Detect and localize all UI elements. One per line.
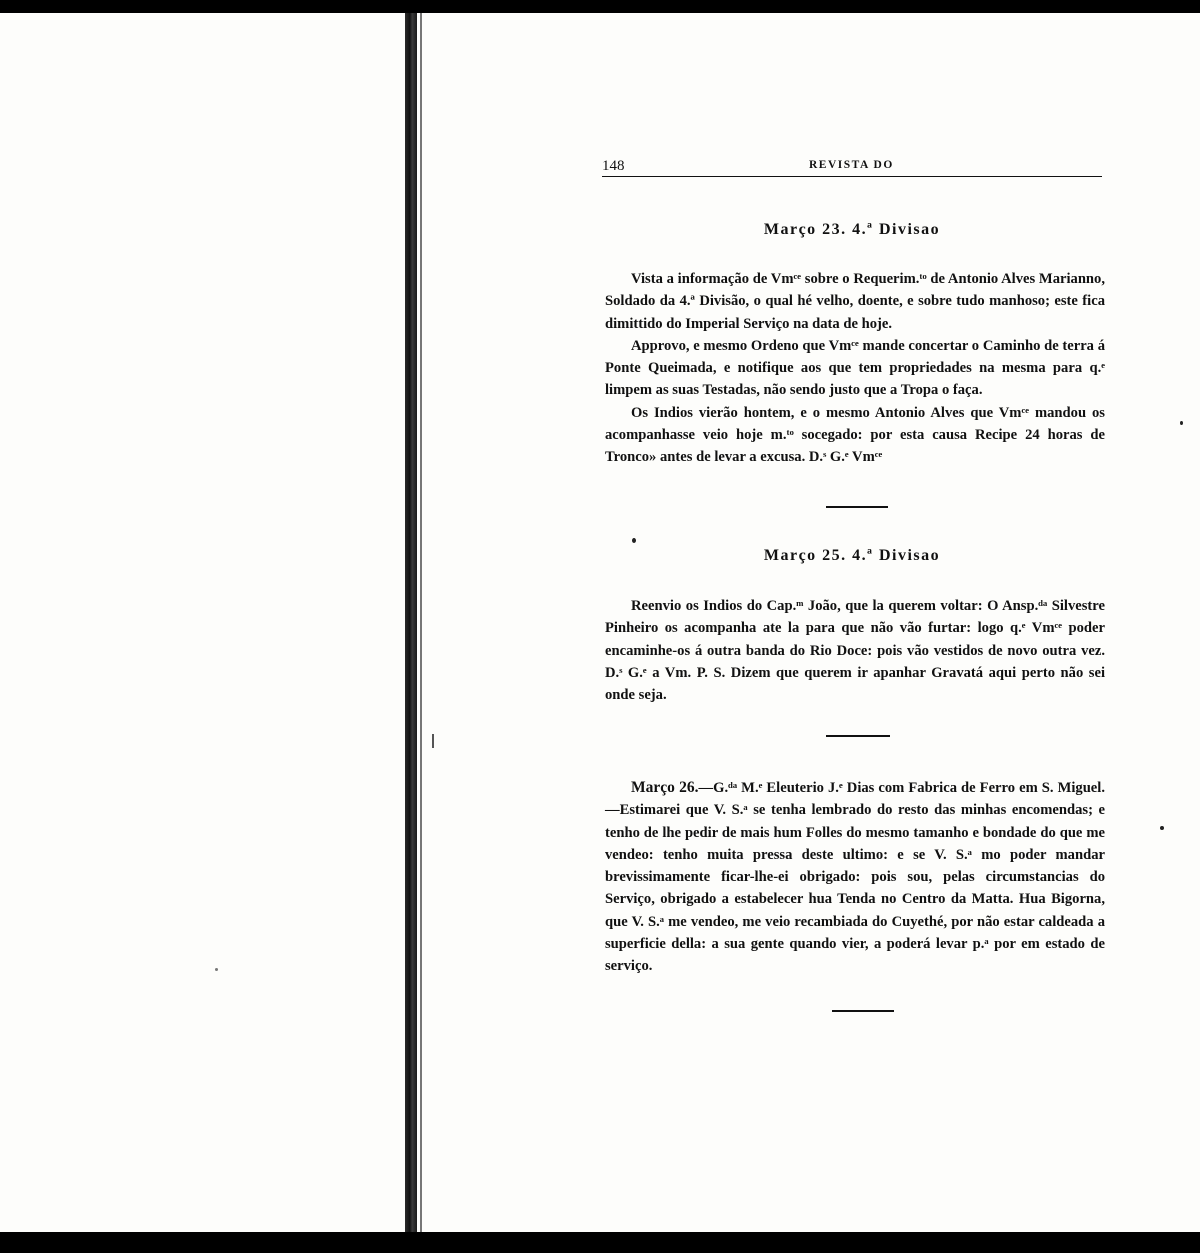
gutter-edge-line [420, 13, 422, 1232]
scan-speck [432, 734, 434, 748]
scan-speck [1180, 421, 1183, 425]
section-divider [832, 1010, 894, 1012]
book-gutter [405, 13, 417, 1232]
section-title: Março 23. 4.ª Divisao [763, 221, 941, 238]
paragraph-text: —G.ᵈᵃ M.ᵉ Eleuterio J.ᵉ Dias com Fabrica de Ferro em S. Miguel.—Estimarei que V. S.ᵃ se tenha lembrado do resto das minhas encomendas; e tenho de lhe pedir de mais hum Folles do mesmo tamanho e bondade do que me vendeo: tenho muita pressa deste ultimo: e se V. S.ᵃ mo poder mandar brevissimamente ficar-lhe-ei obrigado: pois sou, pelas circumstancias do Serviço, obrigado a estabelecer hua Tenda no Centro da Matta. Hua Bigorna, que V. S.ᵃ me vendeo, me veio recambiada do Cuyethé, por não estar caldeada a superficie della: a sua gente quando vier, a poderá levar p.ᵃ por em estado de serviço. [605, 780, 1105, 975]
section-title: Março 25. 4.ª Divisao [763, 547, 941, 564]
section-divider [826, 735, 890, 737]
section-body [605, 268, 1105, 469]
paragraph: Reenvio os Indios do Cap.ᵐ João, que la querem voltar: O Ansp.ᵈᵃ Silvestre Pinheiro os acompanha ate la para que não vão furtar: logo q.ᵉ Vmᶜᵉ poder encaminhe-os á outra banda do Rio Doce: pois vão vestidos de novo outra vez. D.ˢ G.ᵉ a Vm. P. S. Dizem que querem ir apanhar Gravatá aqui perto não sei onde seja. [605, 598, 1105, 704]
section-run-in-heading: Março 26. [631, 779, 699, 796]
paragraph: Vista a informação de Vmᶜᵉ sobre o Requerim.ᵗᵒ de Antonio Alves Marianno, Soldado da 4.ª Divisão, o qual hé velho, doente, e sobre tudo manhoso; este fica dimittido do Imperial Serviço na data de hoje. [605, 271, 1105, 332]
section-body [605, 595, 1105, 706]
scan-top-border [0, 0, 1200, 13]
section-body [605, 777, 1105, 978]
section-divider [826, 506, 888, 508]
scan-speck [1160, 826, 1164, 830]
running-title: REVISTA DO [809, 159, 894, 171]
page-header [602, 158, 1102, 180]
scan-bottom-border [0, 1232, 1200, 1253]
scan-speck [215, 968, 218, 971]
paragraph: Approvo, e mesmo Ordeno que Vmᶜᵉ mande concertar o Caminho de terra á Ponte Queimada, e notifique aos que tem propriedades na mesma para q.ᵉ limpem as suas Testadas, não sendo justo que a Tropa o faça. [605, 337, 1105, 399]
header-rule [602, 176, 1102, 177]
paragraph [605, 777, 1105, 978]
scan-speck [632, 538, 636, 543]
page-number: 148 [602, 158, 625, 174]
paragraph: Os Indios vierão hontem, e o mesmo Antonio Alves que Vmᶜᵉ mandou os acompanhasse veio hoje m.ᵗᵒ socegado: por esta causa Recipe 24 horas de Tronco» antes de levar a excusa. D.ˢ G.ᵉ Vmᶜᵉ [605, 404, 1105, 466]
